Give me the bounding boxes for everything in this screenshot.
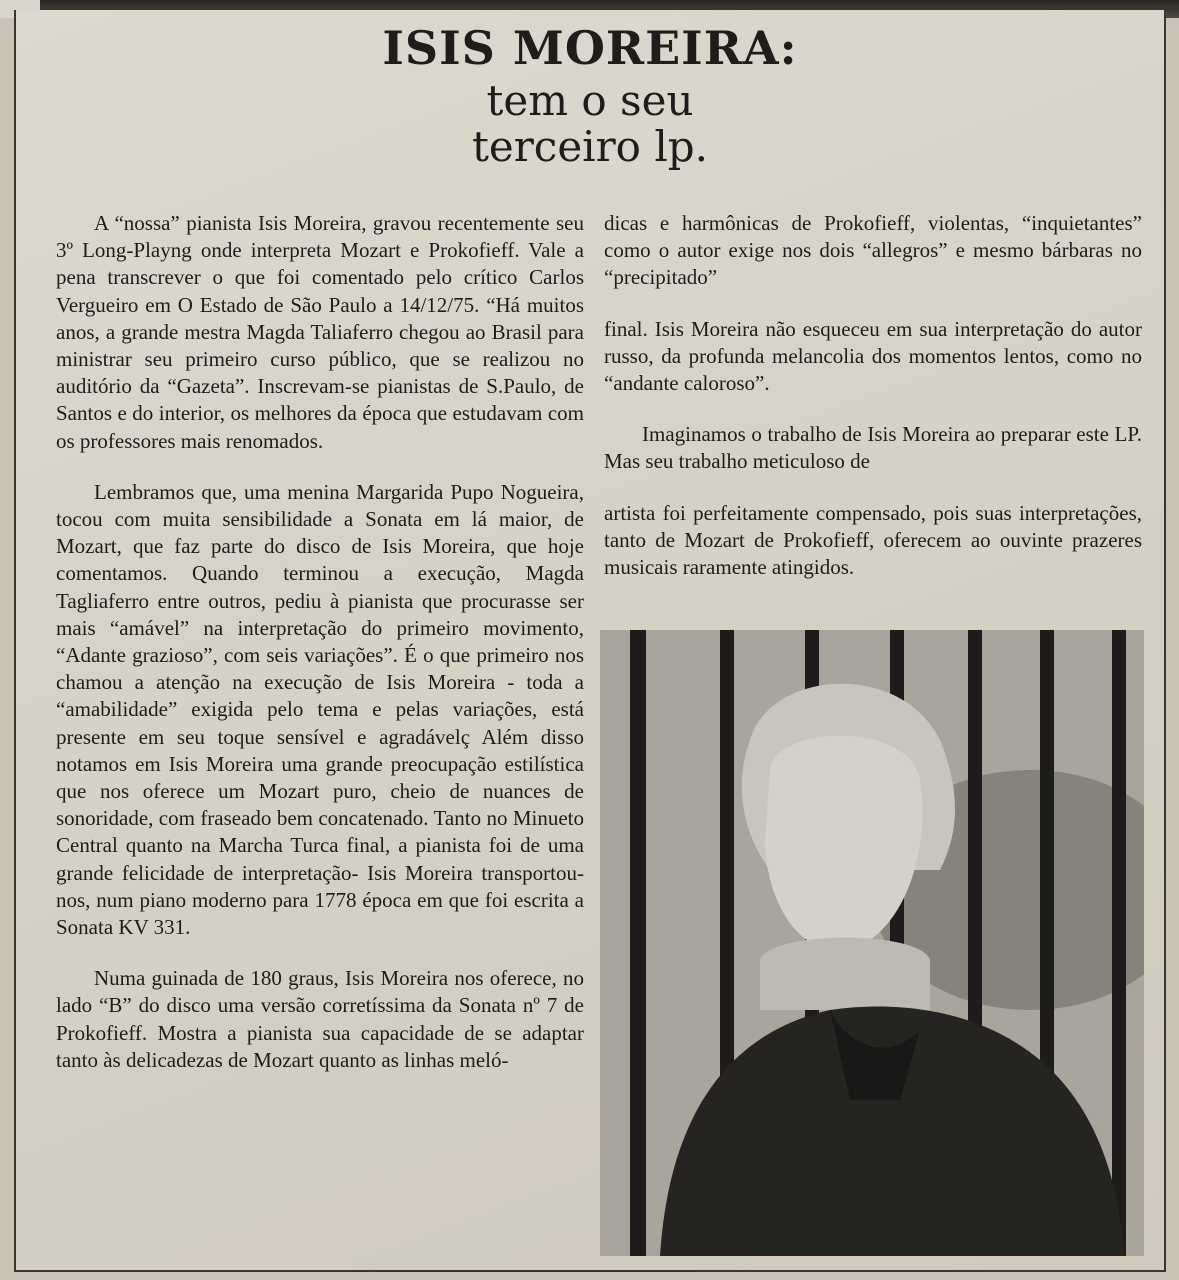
paragraph: Numa guinada de 180 graus, Isis Moreira nos oferece, no lado “B” do disco uma versão corretíssima da Sonata nº 7 de Prokofieff. Mostra a pianista sua capacidade de se adaptar tanto às delicadezas de Mozart quanto as linhas meló- (56, 966, 584, 1072)
portrait-photo-illustration (600, 630, 1144, 1256)
paragraph: final. Isis Moreira não esqueceu em sua interpretação do autor russo, da profunda melancolia dos momentos lentos, como no “andante caloroso”. (604, 316, 1142, 396)
portrait-photo (600, 630, 1144, 1256)
subheadline-line-1: tem o seu (486, 76, 694, 125)
headline: ISIS MOREIRA: (382, 21, 798, 75)
subheadline-line-2: terceiro lp. (471, 122, 708, 171)
article-column-right (604, 210, 1142, 605)
paragraph: Imaginamos o trabalho de Isis Moreira ao preparar este LP. Mas seu trabalho meticuloso de (604, 422, 1142, 474)
article-column-left (56, 210, 584, 1098)
paragraph: artista foi perfeitamente compensado, pois suas interpretações, tanto de Mozart de Prokofieff, oferecem ao ouvinte prazeres musicais raramente atingidos. (604, 500, 1142, 580)
paragraph: Lembramos que, uma menina Margarida Pupo Nogueira, tocou com muita sensibilidade a Sonata em lá maior, de Mozart, que faz parte do disco de Isis Moreira, que hoje comentamos. Quando terminou a execução, Magda Tagliaferro entre outros, pediu à pianista que procurasse ser mais “amável” na interpretação do primeiro movimento, “Adante grazioso”, com seis variações”. É o que primeiro nos chamou a atenção na execução de Isis Moreira - toda a “amabilidade” exigida pelo tema e pelas variações, está presente em seu toque sensível e agradávelç Além disso notamos em Isis Moreira uma grande preocupação estilística que nos oferece um Mozart puro, cheio de nuances de sonoridade, com fraseado bem concatenado. Tanto no Minueto Central quanto na Marcha Turca final, a pianista foi de uma grande felicidade de interpretação- Isis Moreira transportou-nos, num piano moderno para 1778 época em que foi escrita a Sonata KV 331. (56, 479, 584, 940)
paragraph: A “nossa” pianista Isis Moreira, gravou recentemente seu 3º Long-Playng onde interpreta Mozart e Prokofieff. Vale a pena transcrever o que foi comentado pelo crítico Carlos Vergueiro em O Estado de São Paulo a 14/12/75. “Há muitos anos, a grande mestra Magda Taliaferro chegou ao Brasil para ministrar seu primeiro curso público, que se realizou no auditório da “Gazeta”. Inscrevam-se pianistas de S.Paulo, de Santos e do interior, os melhores da época que estudavam com os professores mais renomados. (56, 211, 584, 453)
newspaper-clipping (14, 10, 1166, 1272)
headline-block (16, 18, 1164, 170)
paragraph-continuation: dicas e harmônicas de Prokofieff, violentas, “inquietantes” como o autor exige nos dois “allegros” e mesmo bárbaras no “precipitado” (604, 211, 1142, 290)
